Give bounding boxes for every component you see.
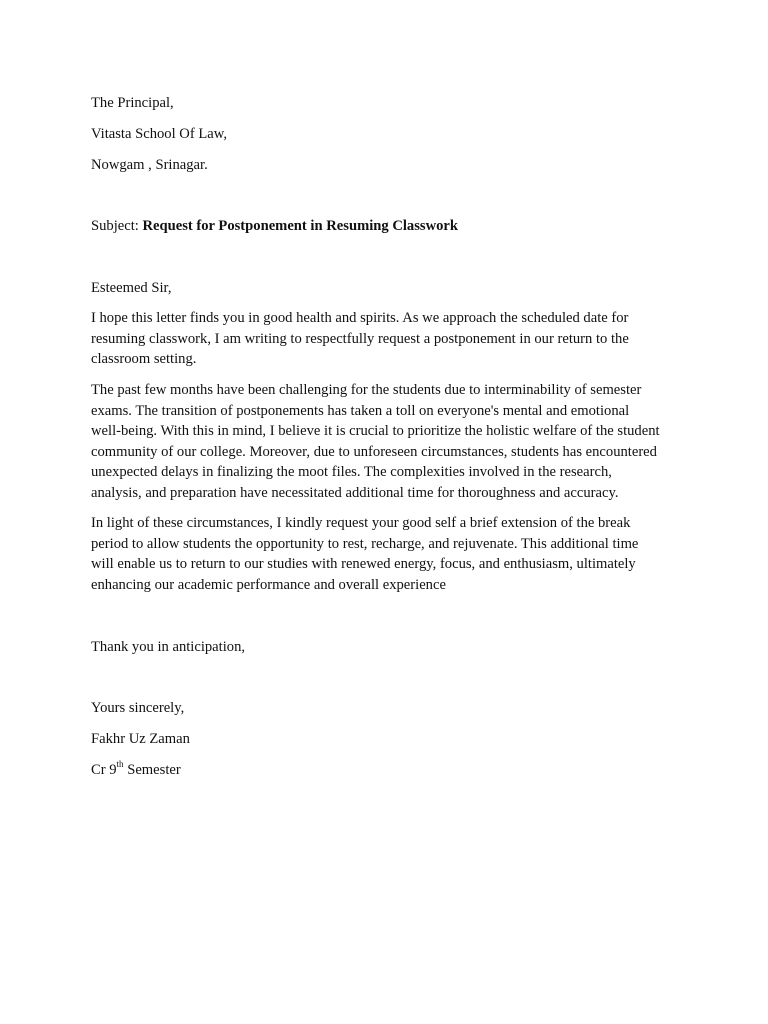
salutation: Esteemed Sir, [91,280,172,296]
subject-line [91,216,458,237]
paragraph-line: enhancing our academic performance and overall experience [91,576,446,593]
paragraph-line: The past few months have been challenging for the students due to interminability of semester [91,382,642,398]
body-paragraph-1 [91,308,681,370]
designation-suffix: Semester [123,762,181,778]
sender-name: Fakhr Uz Zaman [91,731,190,747]
designation-prefix: Cr 9 [91,762,117,778]
body-paragraph-3 [91,513,681,595]
paragraph-line: I hope this letter finds you in good health and spirits. As we approach the scheduled date for [91,310,629,326]
paragraph-line: classroom setting. [91,351,197,368]
closing-thanks: Thank you in anticipation, [91,639,246,655]
subject-text: Request for Postponement in Resuming Classwork [142,218,459,234]
paragraph-line: unexpected delays in finalizing the moot files. The complexities involved in the research, [91,464,612,481]
paragraph-line: exams. The transition of postponements has taken a toll on everyone's mental and emotional [91,402,630,419]
sender-designation [91,760,181,781]
paragraph-line: will enable us to return to our studies with renewed energy, focus, and enthusiasm, ultimately [91,556,636,573]
recipient-institution: Vitasta School Of Law, [91,126,227,142]
recipient-title: The Principal, [91,95,174,111]
closing-signoff: Yours sincerely, [91,700,185,716]
recipient-location: Nowgam , Srinagar. [91,157,208,173]
paragraph-line: resuming classwork, I am writing to respectfully request a postponement in our return to the [91,330,629,347]
body-paragraph-2 [91,380,681,504]
paragraph-line: well-being. With this in mind, I believe it is crucial to prioritize the holistic welfare of the student [91,423,660,440]
subject-label: Subject: [91,218,143,234]
paragraph-line: period to allow students the opportunity to rest, recharge, and rejuvenate. This additional time [91,535,639,552]
paragraph-line: community of our college. Moreover, due to unforeseen circumstances, students has encountered [91,443,657,460]
paragraph-line: In light of these circumstances, I kindly request your good self a brief extension of the break [91,515,631,531]
paragraph-line: analysis, and preparation have necessitated additional time for thoroughness and accuracy. [91,484,619,501]
designation-ordinal: th [116,759,124,770]
